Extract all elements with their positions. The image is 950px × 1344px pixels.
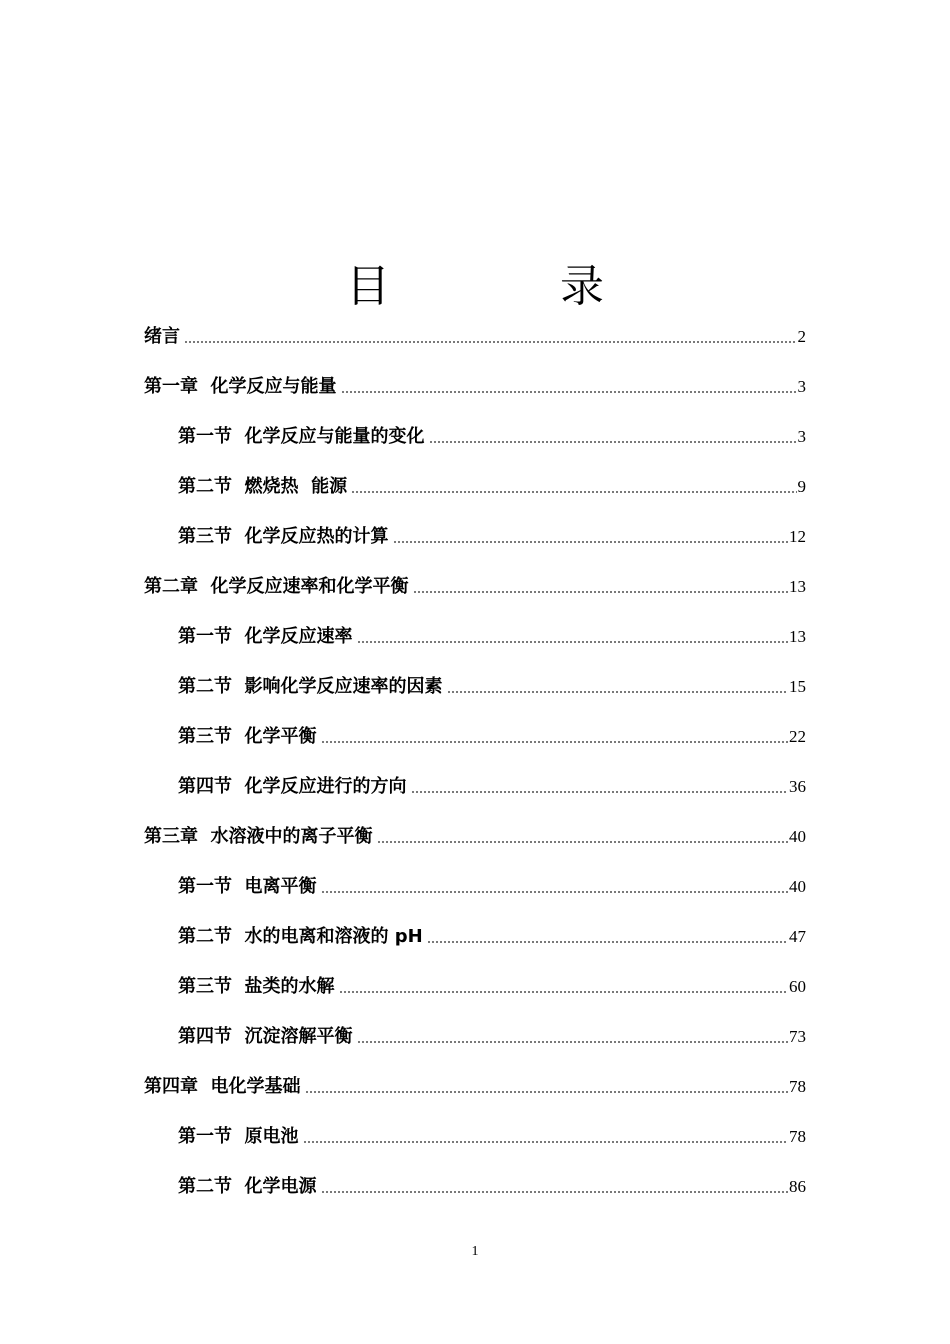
toc-entry-label: 第一节 原电池 — [178, 1126, 299, 1147]
toc-entry-page: 40 — [789, 827, 806, 846]
toc-entry-label: 第一节 化学反应速率 — [178, 626, 353, 647]
toc-entry-label: 第一节 化学反应与能量的变化 — [178, 426, 425, 447]
dot-leader — [427, 941, 788, 943]
toc-entry-preface[interactable] — [144, 318, 806, 348]
dot-leader — [411, 791, 788, 793]
toc-entry-section-3-4[interactable] — [178, 1018, 806, 1048]
toc-entry-section-2-3[interactable] — [178, 718, 806, 748]
toc-entry-section-2-2[interactable] — [178, 668, 806, 698]
dot-leader — [305, 1091, 788, 1093]
toc-entry-page: 13 — [789, 577, 806, 596]
toc-entry-label: 第二节 燃烧热 能源 — [178, 476, 348, 497]
toc-entry-page: 3 — [797, 427, 806, 446]
toc-entry-page: 2 — [797, 327, 806, 346]
toc-entry-page: 60 — [789, 977, 806, 996]
toc-entry-label: 绪言 — [144, 326, 180, 347]
toc-entry-page: 12 — [789, 527, 806, 546]
toc-entry-label: 第二节 水的电离和溶液的 pH — [178, 926, 423, 947]
toc-entry-page: 36 — [789, 777, 806, 796]
dot-leader — [351, 491, 796, 493]
dot-leader — [413, 591, 788, 593]
page-title: 目 录 — [346, 261, 682, 313]
dot-leader — [303, 1141, 788, 1143]
toc-entry-chapter-4[interactable] — [144, 1068, 806, 1098]
toc-entry-label: 第二节 化学电源 — [178, 1176, 317, 1197]
toc-entry-label: 第一章 化学反应与能量 — [144, 376, 337, 397]
toc-entry-label: 第四章 电化学基础 — [144, 1076, 301, 1097]
dot-leader — [447, 691, 788, 693]
toc-entry-section-1-1[interactable] — [178, 418, 806, 448]
toc-entry-section-2-1[interactable] — [178, 618, 806, 648]
dot-leader — [339, 991, 788, 993]
toc-entry-label: 第二节 影响化学反应速率的因素 — [178, 676, 443, 697]
dot-leader — [184, 341, 797, 343]
toc-entry-section-2-4[interactable] — [178, 768, 806, 798]
toc-entry-section-3-1[interactable] — [178, 868, 806, 898]
toc-entry-page: 86 — [789, 1177, 806, 1196]
toc-entry-label: 第四节 沉淀溶解平衡 — [178, 1026, 353, 1047]
toc-entry-chapter-2[interactable] — [144, 568, 806, 598]
toc-entry-page: 9 — [797, 477, 806, 496]
toc-entry-chapter-3[interactable] — [144, 818, 806, 848]
toc-entry-label: 第三章 水溶液中的离子平衡 — [144, 826, 373, 847]
toc-entry-page: 15 — [789, 677, 806, 696]
toc-entry-page: 40 — [789, 877, 806, 896]
toc-entry-section-3-2[interactable] — [178, 918, 806, 948]
toc-entry-page: 22 — [789, 727, 806, 746]
toc-entry-page: 47 — [789, 927, 806, 946]
dot-leader — [321, 1191, 788, 1193]
dot-leader — [341, 391, 797, 393]
dot-leader — [321, 891, 788, 893]
dot-leader — [321, 741, 788, 743]
toc-entry-page: 13 — [789, 627, 806, 646]
toc-entry-page: 78 — [789, 1127, 806, 1146]
toc-entry-chapter-1[interactable] — [144, 368, 806, 398]
toc-entry-page: 3 — [797, 377, 806, 396]
toc-entry-label: 第三节 盐类的水解 — [178, 976, 335, 997]
toc-entry-section-4-2[interactable] — [178, 1168, 806, 1198]
toc-entry-section-1-3[interactable] — [178, 518, 806, 548]
toc-entry-label: 第一节 电离平衡 — [178, 876, 317, 897]
toc-entry-section-4-1[interactable] — [178, 1118, 806, 1148]
toc-entry-section-3-3[interactable] — [178, 968, 806, 998]
toc-entry-page: 78 — [789, 1077, 806, 1096]
toc-entry-section-1-2[interactable] — [178, 468, 806, 498]
dot-leader — [357, 641, 788, 643]
dot-leader — [429, 441, 797, 443]
toc-entry-label: 第二章 化学反应速率和化学平衡 — [144, 576, 409, 597]
dot-leader — [377, 841, 788, 843]
dot-leader — [393, 541, 788, 543]
dot-leader — [357, 1041, 788, 1043]
toc-entry-page: 73 — [789, 1027, 806, 1046]
page-number: 1 — [471, 1244, 479, 1259]
toc-entry-label: 第三节 化学平衡 — [178, 726, 317, 747]
toc-entry-label: 第四节 化学反应进行的方向 — [178, 776, 407, 797]
toc-entry-label: 第三节 化学反应热的计算 — [178, 526, 389, 547]
